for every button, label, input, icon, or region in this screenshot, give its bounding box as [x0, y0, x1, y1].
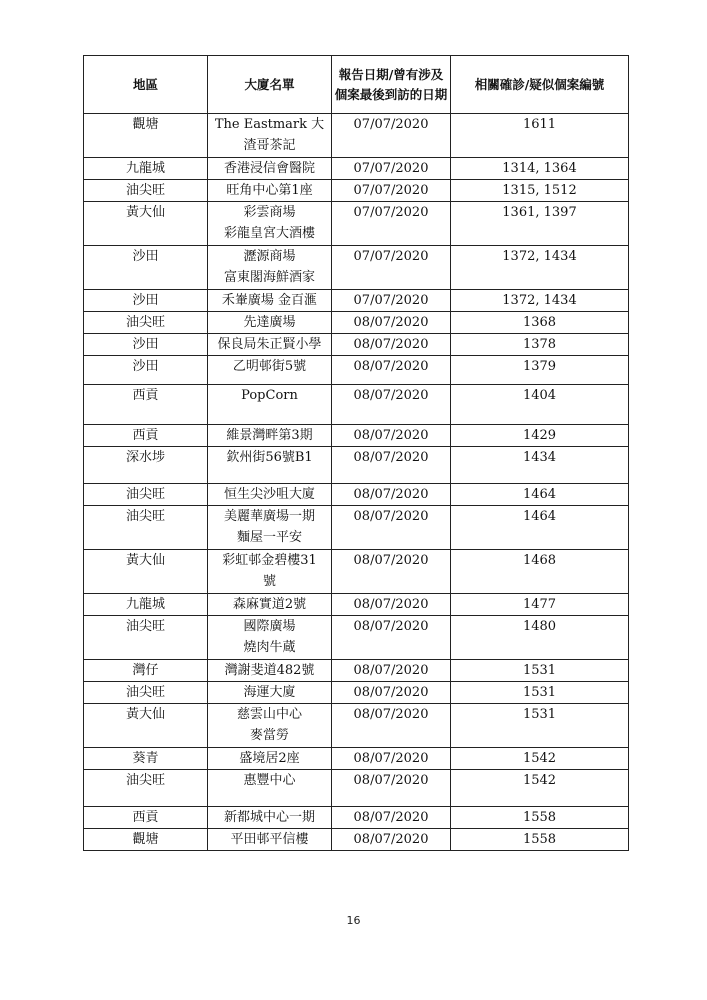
- building-list-table: [83, 55, 629, 851]
- building-name-line: 彩虹邨金碧樓31: [222, 553, 317, 568]
- table-row: [84, 484, 629, 506]
- building-name-line: 慈雲山中心: [236, 707, 302, 722]
- cell-district: 沙田: [84, 246, 208, 290]
- table-row: [84, 158, 629, 180]
- page-number: 16: [346, 914, 361, 927]
- cell-district: 西貢: [84, 385, 208, 425]
- building-name-line: 渣哥茶記: [243, 138, 296, 153]
- building-name-line: 香港浸信會醫院: [223, 161, 315, 176]
- cell-building: [208, 246, 332, 290]
- building-name-line: 瀝源商場: [243, 249, 296, 264]
- cell-district: 沙田: [84, 290, 208, 312]
- cell-case-numbers: 1315, 1512: [451, 180, 629, 202]
- header-row: [84, 56, 629, 114]
- cell-building: [208, 180, 332, 202]
- cell-district: 深水埗: [84, 447, 208, 484]
- header-building: 大廈名單: [208, 56, 332, 114]
- table-row: [84, 506, 629, 550]
- table-row: [84, 807, 629, 829]
- table-row: [84, 385, 629, 425]
- cell-case-numbers: 1468: [451, 550, 629, 594]
- cell-case-numbers: 1480: [451, 616, 629, 660]
- building-name-line: 恒生尖沙咀大廈: [223, 487, 315, 502]
- cell-case-numbers: 1558: [451, 807, 629, 829]
- table-row: [84, 550, 629, 594]
- cell-building: [208, 484, 332, 506]
- cell-date: 07/07/2020: [332, 202, 451, 246]
- cell-date: 08/07/2020: [332, 594, 451, 616]
- cell-date: 08/07/2020: [332, 334, 451, 356]
- cell-district: 油尖旺: [84, 180, 208, 202]
- cell-case-numbers: 1464: [451, 506, 629, 550]
- cell-district: 黃大仙: [84, 550, 208, 594]
- building-name-line: 乙明邨街5號: [232, 359, 307, 374]
- cell-case-numbers: 1361, 1397: [451, 202, 629, 246]
- building-name-line: 旺角中心第1座: [226, 183, 313, 198]
- cell-district: 灣仔: [84, 660, 208, 682]
- cell-case-numbers: 1531: [451, 660, 629, 682]
- cell-date: 08/07/2020: [332, 356, 451, 385]
- cell-date: 07/07/2020: [332, 290, 451, 312]
- table-row: [84, 290, 629, 312]
- cell-case-numbers: 1372, 1434: [451, 246, 629, 290]
- table-row: [84, 334, 629, 356]
- cell-building: [208, 425, 332, 447]
- header-case: 相關確診/疑似個案編號: [451, 56, 629, 114]
- building-name-line: 保良局朱正賢小學: [217, 337, 322, 352]
- cell-case-numbers: 1464: [451, 484, 629, 506]
- table-row: [84, 770, 629, 807]
- cell-building: [208, 616, 332, 660]
- cell-date: 08/07/2020: [332, 829, 451, 851]
- table-row: [84, 748, 629, 770]
- building-name-line: 美麗華廣場一期: [223, 509, 315, 524]
- cell-district: 油尖旺: [84, 616, 208, 660]
- building-name-line: 彩龍皇宮大酒樓: [223, 226, 315, 241]
- cell-district: 黃大仙: [84, 202, 208, 246]
- cell-building: [208, 334, 332, 356]
- cell-building: [208, 506, 332, 550]
- table-row: [84, 312, 629, 334]
- cell-date: 08/07/2020: [332, 312, 451, 334]
- cell-date: 08/07/2020: [332, 550, 451, 594]
- building-name-line: 麵屋一平安: [236, 530, 302, 545]
- cell-building: [208, 385, 332, 425]
- building-name-line: The Eastmark 大: [214, 117, 325, 132]
- table-row: [84, 660, 629, 682]
- cell-building: [208, 682, 332, 704]
- cell-case-numbers: 1477: [451, 594, 629, 616]
- cell-case-numbers: 1372, 1434: [451, 290, 629, 312]
- cell-building: [208, 829, 332, 851]
- cell-district: 沙田: [84, 356, 208, 385]
- table-body: [84, 114, 629, 851]
- table-row: [84, 616, 629, 660]
- cell-building: [208, 807, 332, 829]
- cell-district: 九龍城: [84, 594, 208, 616]
- building-name-line: PopCorn: [241, 388, 298, 403]
- cell-district: 黃大仙: [84, 704, 208, 748]
- cell-building: [208, 356, 332, 385]
- cell-date: 08/07/2020: [332, 425, 451, 447]
- building-name-line: 彩雲商場: [243, 205, 296, 220]
- building-name-line: 欽州街56號B1: [226, 450, 313, 465]
- table-row: [84, 829, 629, 851]
- cell-date: 07/07/2020: [332, 246, 451, 290]
- table-header: [84, 56, 629, 114]
- cell-building: [208, 550, 332, 594]
- table-row: [84, 202, 629, 246]
- cell-date: 08/07/2020: [332, 807, 451, 829]
- cell-date: 08/07/2020: [332, 447, 451, 484]
- cell-building: [208, 290, 332, 312]
- cell-building: [208, 447, 332, 484]
- cell-district: 油尖旺: [84, 770, 208, 807]
- building-name-line: 先達廣場: [243, 315, 296, 330]
- cell-case-numbers: 1404: [451, 385, 629, 425]
- cell-case-numbers: 1434: [451, 447, 629, 484]
- cell-date: 08/07/2020: [332, 770, 451, 807]
- building-name-line: 平田邨平信樓: [230, 832, 309, 847]
- cell-district: 觀塘: [84, 829, 208, 851]
- cell-date: 08/07/2020: [332, 484, 451, 506]
- cell-case-numbers: 1378: [451, 334, 629, 356]
- cell-building: [208, 594, 332, 616]
- header-date: 報告日期/曾有涉及個案最後到訪的日期: [332, 56, 451, 114]
- cell-building: [208, 312, 332, 334]
- cell-date: 08/07/2020: [332, 704, 451, 748]
- building-name-line: 富東閣海鮮酒家: [223, 270, 315, 285]
- cell-date: 07/07/2020: [332, 158, 451, 180]
- cell-district: 油尖旺: [84, 506, 208, 550]
- cell-case-numbers: 1542: [451, 770, 629, 807]
- building-name-line: 麥當勞: [249, 728, 289, 743]
- cell-district: 葵青: [84, 748, 208, 770]
- cell-date: 08/07/2020: [332, 660, 451, 682]
- cell-building: [208, 114, 332, 158]
- cell-case-numbers: 1611: [451, 114, 629, 158]
- building-name-line: 海運大廈: [243, 685, 296, 700]
- header-district: 地區: [84, 56, 208, 114]
- cell-building: [208, 202, 332, 246]
- cell-district: 九龍城: [84, 158, 208, 180]
- cell-case-numbers: 1429: [451, 425, 629, 447]
- cell-district: 油尖旺: [84, 682, 208, 704]
- table-row: [84, 447, 629, 484]
- table-row: [84, 594, 629, 616]
- cell-district: 西貢: [84, 807, 208, 829]
- table-row: [84, 114, 629, 158]
- building-name-line: 森麻實道2號: [232, 597, 307, 612]
- table-row: [84, 356, 629, 385]
- cell-case-numbers: 1379: [451, 356, 629, 385]
- cell-case-numbers: 1542: [451, 748, 629, 770]
- cell-case-numbers: 1531: [451, 682, 629, 704]
- cell-date: 08/07/2020: [332, 682, 451, 704]
- cell-district: 油尖旺: [84, 484, 208, 506]
- cell-date: 08/07/2020: [332, 616, 451, 660]
- building-name-line: 燒肉牛蔵: [243, 640, 296, 655]
- cell-building: [208, 770, 332, 807]
- cell-date: 08/07/2020: [332, 506, 451, 550]
- cell-date: 08/07/2020: [332, 748, 451, 770]
- cell-district: 沙田: [84, 334, 208, 356]
- building-name-line: 新都城中心一期: [223, 810, 315, 825]
- building-name-line: 禾輋廣場 金百滙: [221, 293, 318, 308]
- table-row: [84, 246, 629, 290]
- cell-case-numbers: 1558: [451, 829, 629, 851]
- building-name-line: 維景灣畔第3期: [226, 428, 313, 443]
- cell-case-numbers: 1368: [451, 312, 629, 334]
- cell-case-numbers: 1531: [451, 704, 629, 748]
- cell-district: 西貢: [84, 425, 208, 447]
- cell-building: [208, 704, 332, 748]
- table-row: [84, 180, 629, 202]
- building-name-line: 惠豐中心: [243, 773, 296, 788]
- cell-date: 08/07/2020: [332, 385, 451, 425]
- table-row: [84, 682, 629, 704]
- table-row: [84, 704, 629, 748]
- cell-building: [208, 660, 332, 682]
- cell-building: [208, 748, 332, 770]
- cell-case-numbers: 1314, 1364: [451, 158, 629, 180]
- cell-building: [208, 158, 332, 180]
- cell-date: 07/07/2020: [332, 114, 451, 158]
- cell-district: 觀塘: [84, 114, 208, 158]
- building-name-line: 盛境居2座: [239, 751, 300, 766]
- cell-date: 07/07/2020: [332, 180, 451, 202]
- building-name-line: 號: [262, 574, 276, 589]
- table-row: [84, 425, 629, 447]
- building-name-line: 國際廣場: [243, 619, 296, 634]
- building-name-line: 灣謝斐道482號: [224, 663, 315, 678]
- cell-district: 油尖旺: [84, 312, 208, 334]
